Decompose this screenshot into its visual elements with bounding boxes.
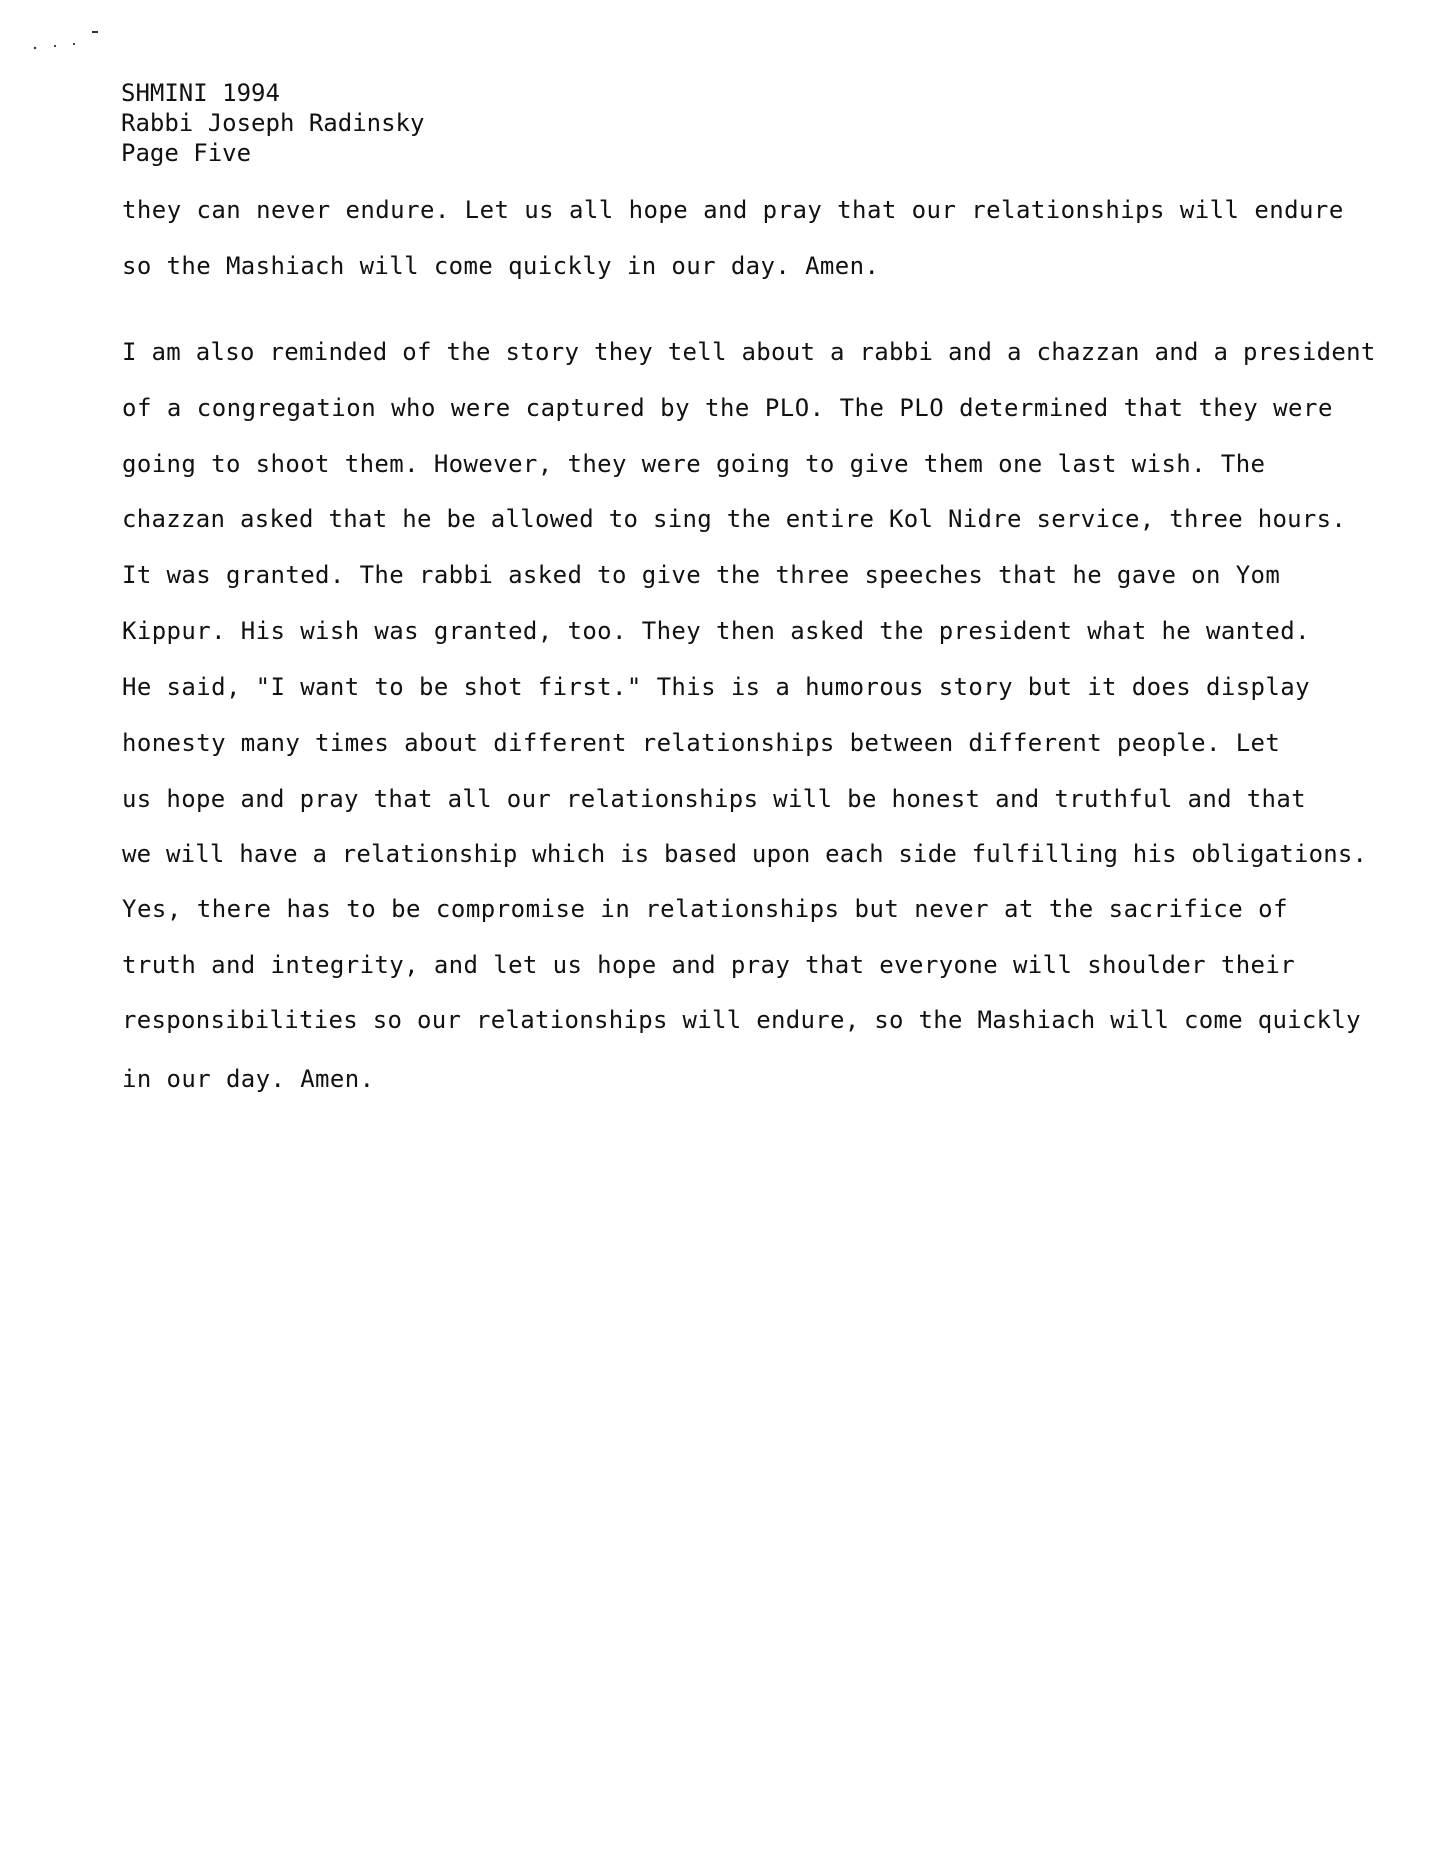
body-line: honesty many times about different relationships between different people. Let bbox=[122, 729, 1281, 757]
body-line: going to shoot them. However, they were going to give them one last wish. The bbox=[122, 450, 1266, 478]
body-line: so the Mashiach will come quickly in our day. Amen. bbox=[122, 252, 880, 280]
body-line: in our day. Amen. bbox=[122, 1065, 375, 1093]
body-line: us hope and pray that all our relationships will be honest and truthful and that bbox=[122, 785, 1306, 813]
body-line: Yes, there has to be compromise in relationships but never at the sacrifice of bbox=[122, 895, 1289, 923]
body-line: It was granted. The rabbi asked to give the three speeches that he gave on Yom bbox=[122, 561, 1281, 589]
body-line: responsibilities so our relationships will endure, so the Mashiach will come quickly bbox=[122, 1006, 1361, 1034]
body-line: He said, "I want to be shot first." This is a humorous story but it does display bbox=[122, 673, 1310, 701]
body-line: we will have a relationship which is based upon each side fulfilling his obligations. bbox=[122, 840, 1368, 868]
body-line: Kippur. His wish was granted, too. They then asked the president what he wanted. bbox=[122, 617, 1310, 645]
body-line: I am also reminded of the story they tell about a rabbi and a chazzan and a president bbox=[122, 338, 1376, 366]
document-header bbox=[121, 78, 424, 168]
page-label: Page Five bbox=[121, 139, 252, 167]
body-line: they can never endure. Let us all hope and pray that our relationships will endure bbox=[122, 196, 1344, 224]
body-line: truth and integrity, and let us hope and pray that everyone will shoulder their bbox=[122, 951, 1296, 979]
scan-specks bbox=[28, 26, 128, 56]
body-line: chazzan asked that he be allowed to sing the entire Kol Nidre service, three hours. bbox=[122, 505, 1347, 533]
document-title: SHMINI 1994 bbox=[121, 79, 280, 107]
body-line: of a congregation who were captured by the PLO. The PLO determined that they were bbox=[122, 394, 1333, 422]
document-author: Rabbi Joseph Radinsky bbox=[121, 109, 425, 137]
